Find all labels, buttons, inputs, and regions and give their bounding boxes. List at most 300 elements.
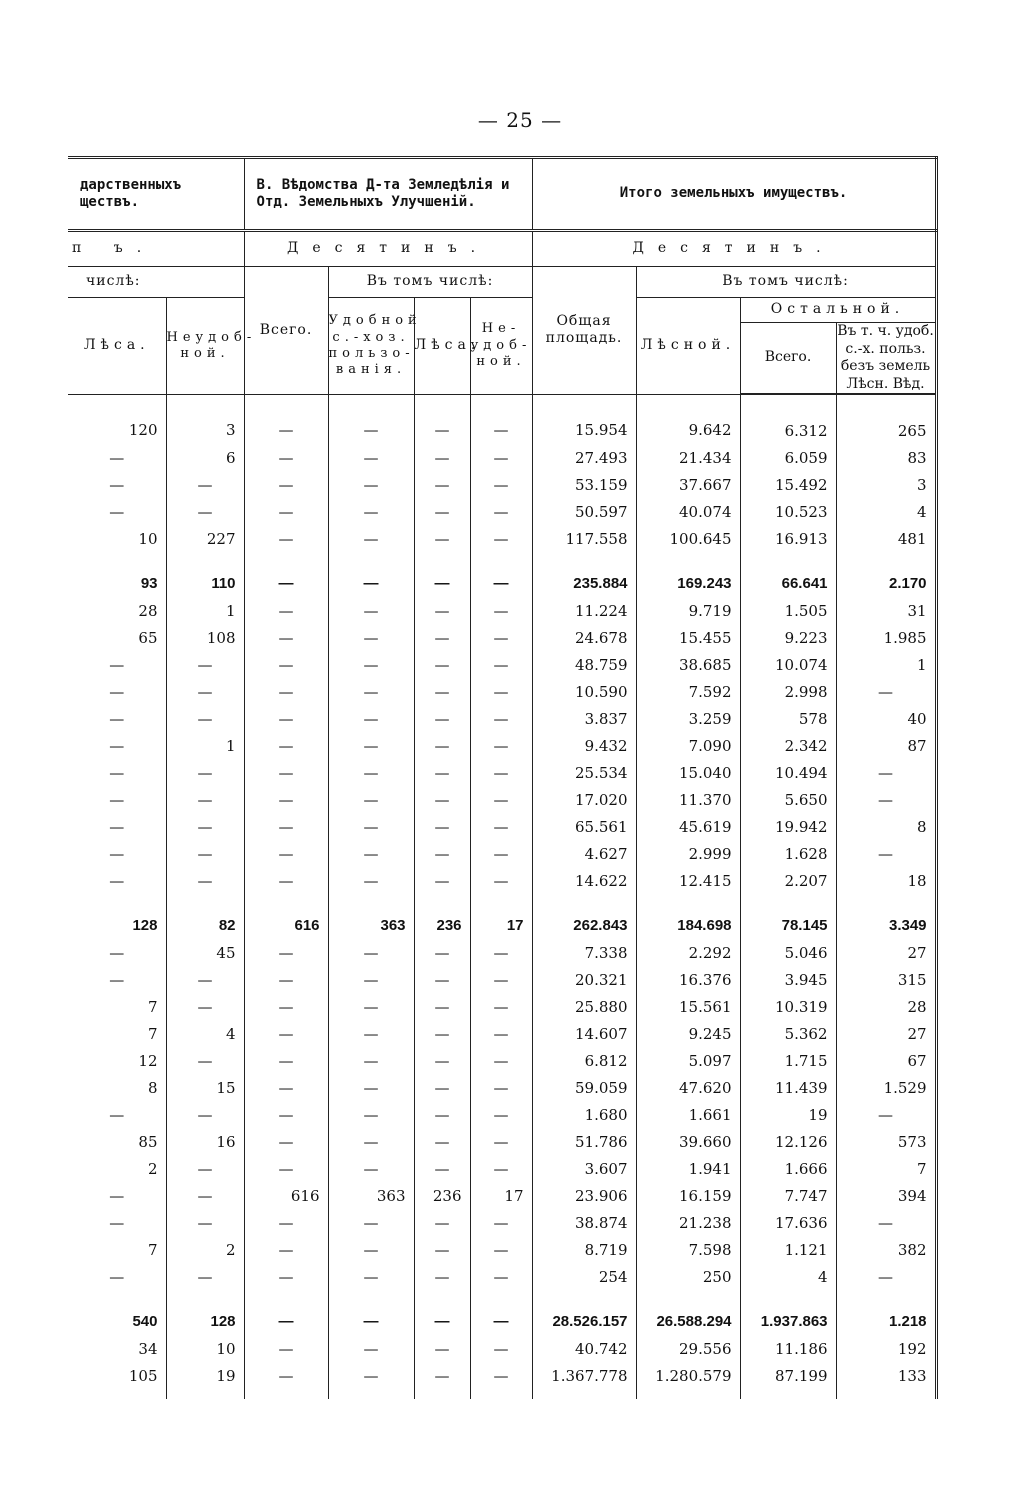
- table-cell: 1.218: [836, 1290, 936, 1335]
- table-cell: —: [836, 786, 936, 813]
- table-cell: —: [328, 732, 414, 759]
- table-cell: —: [328, 1155, 414, 1182]
- table-cell: —: [244, 1236, 328, 1263]
- table-row: [68, 1128, 936, 1155]
- table-cell: 1.985: [836, 624, 936, 651]
- table-cell: 28.526.157: [532, 1290, 636, 1335]
- table-cell: 236: [414, 1182, 470, 1209]
- table-cell: 11.224: [532, 597, 636, 624]
- table-cell: —: [470, 1074, 532, 1101]
- table-cell: —: [244, 867, 328, 894]
- table-cell: 2: [147, 1159, 158, 1178]
- table-cell: 3.837: [532, 705, 636, 732]
- table-cell: —: [244, 651, 328, 678]
- table-cell: 19.942: [740, 813, 836, 840]
- table-cell: —: [244, 1074, 328, 1101]
- table-cell: —: [244, 786, 328, 813]
- table-row: [68, 939, 936, 966]
- table-cell: 2.998: [740, 678, 836, 705]
- table-cell: —: [470, 939, 532, 966]
- table-cell: 7.747: [740, 1182, 836, 1209]
- table-cell: 27: [836, 1020, 936, 1047]
- table-cell: 1.661: [636, 1101, 740, 1128]
- table-cell: 1.121: [740, 1236, 836, 1263]
- table-cell: —: [414, 525, 470, 552]
- table-cell: —: [328, 651, 414, 678]
- table-row: [68, 813, 936, 840]
- table-cell: 1.680: [532, 1101, 636, 1128]
- page-number: — 25 —: [477, 108, 563, 132]
- table-cell: 10: [166, 1335, 244, 1362]
- table-row: [68, 1236, 936, 1263]
- table-cell: —: [328, 1101, 414, 1128]
- table-cell: —: [414, 1290, 470, 1335]
- table-cell: —: [166, 678, 244, 705]
- table-cell: —: [244, 840, 328, 867]
- table-cell: 120: [128, 421, 158, 440]
- table-cell: —: [414, 759, 470, 786]
- table-cell: —: [328, 939, 414, 966]
- table-cell: —: [244, 498, 328, 525]
- table-cell: —: [414, 1209, 470, 1236]
- group-c-title: Итого земельныхъ имуществъ.: [532, 158, 936, 231]
- table-row: [68, 1335, 936, 1362]
- table-cell: 10.523: [740, 498, 836, 525]
- table-cell: —: [166, 1263, 244, 1290]
- table-cell: —: [470, 651, 532, 678]
- table-cell: —: [166, 966, 244, 993]
- table-cell: 16.913: [740, 525, 836, 552]
- table-cell: 133: [836, 1362, 936, 1399]
- table-cell: —: [470, 552, 532, 597]
- table-cell: 265: [836, 394, 936, 444]
- table-cell: —: [414, 1128, 470, 1155]
- c-rest-header: Остальной.: [740, 298, 936, 323]
- table-cell: —: [109, 709, 125, 728]
- table-cell: 10: [138, 529, 158, 548]
- table-cell: 34: [138, 1339, 158, 1358]
- table-cell: 128: [166, 1290, 244, 1335]
- table-cell: —: [414, 1335, 470, 1362]
- table-cell: —: [244, 678, 328, 705]
- table-cell: 5.362: [740, 1020, 836, 1047]
- table-cell: 1.505: [740, 597, 836, 624]
- table-cell: —: [836, 759, 936, 786]
- col-neudob-a: Неудоб-ной.: [166, 298, 244, 395]
- table-cell: —: [328, 394, 414, 444]
- table-cell: 7.598: [636, 1236, 740, 1263]
- table-cell: 6: [166, 444, 244, 471]
- table-cell: —: [470, 966, 532, 993]
- table-cell: 11.439: [740, 1074, 836, 1101]
- table-cell: —: [470, 840, 532, 867]
- table-cell: —: [244, 1020, 328, 1047]
- unit-b: Десятинъ.: [244, 231, 532, 267]
- table-cell: 15.455: [636, 624, 740, 651]
- table-cell: 363: [328, 1182, 414, 1209]
- table-cell: —: [328, 678, 414, 705]
- table-cell: —: [414, 1020, 470, 1047]
- table-cell: 14.622: [532, 867, 636, 894]
- table-cell: —: [414, 552, 470, 597]
- table-cell: 7: [147, 997, 158, 1016]
- table-row: [68, 1290, 936, 1335]
- table-cell: —: [328, 1290, 414, 1335]
- col-udobnoi-b: Удобной с.-хоз. пользо-ванія.: [328, 298, 414, 395]
- table-cell: —: [328, 705, 414, 732]
- table-cell: 9.245: [636, 1020, 740, 1047]
- table-row: [68, 1182, 936, 1209]
- table-cell: —: [328, 1362, 414, 1399]
- table-cell: —: [328, 867, 414, 894]
- table-cell: 363: [328, 894, 414, 939]
- table-cell: —: [470, 1209, 532, 1236]
- table-cell: 8: [836, 813, 936, 840]
- table-cell: 12.415: [636, 867, 740, 894]
- table-cell: —: [244, 732, 328, 759]
- table-cell: 11.186: [740, 1335, 836, 1362]
- table-cell: —: [166, 1101, 244, 1128]
- table-cell: —: [328, 498, 414, 525]
- table-cell: —: [470, 444, 532, 471]
- table-cell: 227: [166, 525, 244, 552]
- table-cell: 1.628: [740, 840, 836, 867]
- table-cell: —: [328, 525, 414, 552]
- table-cell: —: [470, 1290, 532, 1335]
- table-cell: 7: [147, 1024, 158, 1043]
- table-cell: —: [244, 759, 328, 786]
- b-sub-header: Въ томъ числѣ:: [328, 267, 532, 298]
- table-cell: —: [109, 682, 125, 701]
- table-cell: —: [166, 813, 244, 840]
- table-cell: 27.493: [532, 444, 636, 471]
- table-cell: 48.759: [532, 651, 636, 678]
- table-cell: 540: [132, 1313, 158, 1330]
- table-cell: —: [328, 1074, 414, 1101]
- table-cell: 4: [740, 1263, 836, 1290]
- table-cell: 6.812: [532, 1047, 636, 1074]
- table-cell: —: [470, 867, 532, 894]
- table-row: [68, 678, 936, 705]
- table-cell: —: [328, 471, 414, 498]
- table-cell: 236: [414, 894, 470, 939]
- table-cell: 15.492: [740, 471, 836, 498]
- table-cell: 27: [836, 939, 936, 966]
- table-cell: 9.642: [636, 394, 740, 444]
- table-cell: 315: [836, 966, 936, 993]
- table-row: [68, 966, 936, 993]
- table-cell: 6.312: [740, 394, 836, 444]
- table-cell: —: [414, 1263, 470, 1290]
- table-cell: —: [414, 651, 470, 678]
- table-cell: 7.338: [532, 939, 636, 966]
- table-cell: 7.592: [636, 678, 740, 705]
- table-cell: —: [109, 655, 125, 674]
- table-cell: 9.719: [636, 597, 740, 624]
- table-cell: —: [109, 736, 125, 755]
- col-lesnoi: Лѣсной.: [636, 298, 740, 395]
- table-cell: 26.588.294: [636, 1290, 740, 1335]
- table-cell: —: [414, 732, 470, 759]
- table-cell: 51.786: [532, 1128, 636, 1155]
- col-vtch: Въ т. ч. удоб. с.-х. польз. безъ земель Лѣсн. Вѣд.: [836, 323, 936, 395]
- table-cell: 15: [166, 1074, 244, 1101]
- table-cell: 7: [147, 1240, 158, 1259]
- table-row: [68, 993, 936, 1020]
- table-cell: —: [166, 1155, 244, 1182]
- table-cell: 39.660: [636, 1128, 740, 1155]
- table-row: [68, 732, 936, 759]
- table-row: [68, 786, 936, 813]
- table-row: [68, 1074, 936, 1101]
- table-cell: —: [166, 1209, 244, 1236]
- table-cell: 16.376: [636, 966, 740, 993]
- unit-a: п ъ.: [68, 231, 244, 267]
- table-cell: —: [470, 1101, 532, 1128]
- table-cell: —: [414, 939, 470, 966]
- table-cell: 117.558: [532, 525, 636, 552]
- table-cell: —: [109, 844, 125, 863]
- table-cell: 8.719: [532, 1236, 636, 1263]
- table-row: [68, 894, 936, 939]
- table-cell: 4: [836, 498, 936, 525]
- table-cell: —: [414, 1362, 470, 1399]
- table-cell: 3: [836, 471, 936, 498]
- table-cell: —: [414, 1074, 470, 1101]
- table-cell: —: [414, 678, 470, 705]
- table-cell: —: [414, 597, 470, 624]
- table-cell: —: [470, 1128, 532, 1155]
- c-sub-header: Въ томъ числѣ:: [636, 267, 936, 298]
- table-cell: —: [166, 498, 244, 525]
- table-cell: 169.243: [636, 552, 740, 597]
- table-cell: 10.074: [740, 651, 836, 678]
- table-cell: —: [414, 471, 470, 498]
- table-cell: —: [328, 786, 414, 813]
- table-cell: 40.074: [636, 498, 740, 525]
- table-cell: —: [166, 840, 244, 867]
- table-cell: 12.126: [740, 1128, 836, 1155]
- table-cell: —: [166, 705, 244, 732]
- table-cell: —: [836, 840, 936, 867]
- table-cell: 3: [166, 394, 244, 444]
- table-row: [68, 867, 936, 894]
- table-cell: 616: [244, 1182, 328, 1209]
- table-cell: —: [414, 444, 470, 471]
- table-cell: —: [470, 705, 532, 732]
- unit-c: Десятинъ.: [532, 231, 936, 267]
- col-lesa-b: Лѣса.: [414, 298, 470, 395]
- table-cell: —: [244, 394, 328, 444]
- table-cell: 6.059: [740, 444, 836, 471]
- table-cell: 1.529: [836, 1074, 936, 1101]
- table-cell: 7.090: [636, 732, 740, 759]
- table-cell: —: [470, 759, 532, 786]
- table-cell: 100.645: [636, 525, 740, 552]
- table-cell: —: [470, 394, 532, 444]
- table-cell: 1.715: [740, 1047, 836, 1074]
- table-cell: —: [470, 1236, 532, 1263]
- table-cell: —: [244, 525, 328, 552]
- col-neudob-b: Не-удоб-ной.: [470, 298, 532, 395]
- table-cell: —: [109, 1105, 125, 1124]
- table-cell: —: [109, 817, 125, 836]
- table-cell: 2.207: [740, 867, 836, 894]
- table-cell: —: [414, 966, 470, 993]
- table-cell: —: [109, 790, 125, 809]
- table-row: [68, 1155, 936, 1182]
- table-cell: 5.046: [740, 939, 836, 966]
- table-row: [68, 651, 936, 678]
- col-lesa-a: Лѣса.: [68, 298, 166, 395]
- table-cell: 7: [836, 1155, 936, 1182]
- table-cell: 573: [836, 1128, 936, 1155]
- table-cell: 40.742: [532, 1335, 636, 1362]
- table-cell: —: [328, 444, 414, 471]
- table-cell: —: [414, 624, 470, 651]
- table-cell: —: [414, 1047, 470, 1074]
- table-cell: —: [328, 1263, 414, 1290]
- a-sub-header: числѣ:: [68, 267, 244, 298]
- table-cell: —: [109, 943, 125, 962]
- statistics-table: [68, 156, 938, 1399]
- table-cell: —: [166, 786, 244, 813]
- table-cell: —: [109, 1213, 125, 1232]
- table-cell: —: [470, 498, 532, 525]
- table-cell: 3.945: [740, 966, 836, 993]
- table-row: [68, 759, 936, 786]
- table-cell: —: [414, 1236, 470, 1263]
- table-cell: 59.059: [532, 1074, 636, 1101]
- table-cell: 2.999: [636, 840, 740, 867]
- table-cell: —: [328, 1209, 414, 1236]
- table-cell: 28: [836, 993, 936, 1020]
- table-row: [68, 1263, 936, 1290]
- table-cell: 105: [128, 1366, 158, 1385]
- table-cell: —: [244, 705, 328, 732]
- table-cell: 21.238: [636, 1209, 740, 1236]
- table-cell: 1.367.778: [532, 1362, 636, 1399]
- table-cell: —: [244, 813, 328, 840]
- table-cell: 14.607: [532, 1020, 636, 1047]
- table-row: [68, 525, 936, 552]
- table-cell: 28: [138, 601, 158, 620]
- table-cell: 37.667: [636, 471, 740, 498]
- table-cell: —: [328, 597, 414, 624]
- table-cell: 1.666: [740, 1155, 836, 1182]
- table-cell: 15.040: [636, 759, 740, 786]
- table-cell: 8: [147, 1078, 158, 1097]
- table-row: [68, 597, 936, 624]
- table-cell: —: [109, 1186, 125, 1205]
- table-cell: —: [328, 1020, 414, 1047]
- table-cell: 11.370: [636, 786, 740, 813]
- table-cell: 40: [836, 705, 936, 732]
- group-b-title: В. Вѣдомства Д-та Земледѣлія и Отд. Земельныхъ Улучшеній.: [244, 158, 532, 231]
- table-cell: 66.641: [740, 552, 836, 597]
- table-cell: 38.874: [532, 1209, 636, 1236]
- table-cell: 10.319: [740, 993, 836, 1020]
- table-cell: —: [244, 552, 328, 597]
- table-cell: —: [328, 1047, 414, 1074]
- table-cell: 15.561: [636, 993, 740, 1020]
- table-cell: —: [328, 1335, 414, 1362]
- table-row: [68, 624, 936, 651]
- table-cell: —: [470, 1263, 532, 1290]
- table-cell: 5.097: [636, 1047, 740, 1074]
- col-obshaya: Общая площадь.: [532, 267, 636, 395]
- table-cell: 12: [138, 1051, 158, 1070]
- table-cell: —: [414, 1155, 470, 1182]
- table-cell: —: [414, 813, 470, 840]
- table-cell: —: [166, 1047, 244, 1074]
- table-cell: 3.349: [836, 894, 936, 939]
- table-cell: —: [166, 651, 244, 678]
- table-cell: —: [244, 444, 328, 471]
- table-cell: 45.619: [636, 813, 740, 840]
- table-row: [68, 1362, 936, 1399]
- table-cell: —: [244, 1047, 328, 1074]
- table-cell: —: [244, 471, 328, 498]
- table-cell: 1.941: [636, 1155, 740, 1182]
- table-cell: 9.432: [532, 732, 636, 759]
- table-cell: 1: [166, 732, 244, 759]
- table-cell: —: [244, 1209, 328, 1236]
- table-cell: 481: [836, 525, 936, 552]
- table-cell: —: [470, 1335, 532, 1362]
- table-body: [68, 394, 936, 1399]
- table-cell: 45: [166, 939, 244, 966]
- table-cell: —: [166, 867, 244, 894]
- table-cell: —: [414, 786, 470, 813]
- table-cell: 82: [166, 894, 244, 939]
- table-cell: 65: [138, 628, 158, 647]
- table-cell: 17.636: [740, 1209, 836, 1236]
- table-cell: —: [328, 759, 414, 786]
- table-cell: 9.223: [740, 624, 836, 651]
- table-cell: —: [166, 1182, 244, 1209]
- table-cell: —: [470, 624, 532, 651]
- table-cell: —: [414, 867, 470, 894]
- table-cell: 21.434: [636, 444, 740, 471]
- table-cell: —: [328, 1128, 414, 1155]
- table-cell: 4.627: [532, 840, 636, 867]
- table-cell: 16: [166, 1128, 244, 1155]
- table-cell: 10.590: [532, 678, 636, 705]
- table-cell: —: [414, 840, 470, 867]
- table-cell: —: [244, 1101, 328, 1128]
- table-cell: —: [836, 1209, 936, 1236]
- table-cell: —: [414, 993, 470, 1020]
- table-cell: 1.280.579: [636, 1362, 740, 1399]
- table-cell: —: [836, 678, 936, 705]
- table-cell: —: [109, 502, 125, 521]
- table-cell: 15.954: [532, 394, 636, 444]
- table-cell: —: [328, 1236, 414, 1263]
- table-cell: 19: [740, 1101, 836, 1128]
- table-cell: —: [470, 678, 532, 705]
- table-cell: —: [244, 1335, 328, 1362]
- group-a-title: дарственныхъ щеcтвъ.: [68, 158, 244, 231]
- table-cell: —: [109, 1267, 125, 1286]
- table-cell: —: [244, 966, 328, 993]
- table-cell: —: [414, 394, 470, 444]
- table-cell: 2: [166, 1236, 244, 1263]
- table-cell: —: [470, 597, 532, 624]
- table-cell: —: [328, 993, 414, 1020]
- table-cell: —: [328, 966, 414, 993]
- table-cell: —: [244, 1155, 328, 1182]
